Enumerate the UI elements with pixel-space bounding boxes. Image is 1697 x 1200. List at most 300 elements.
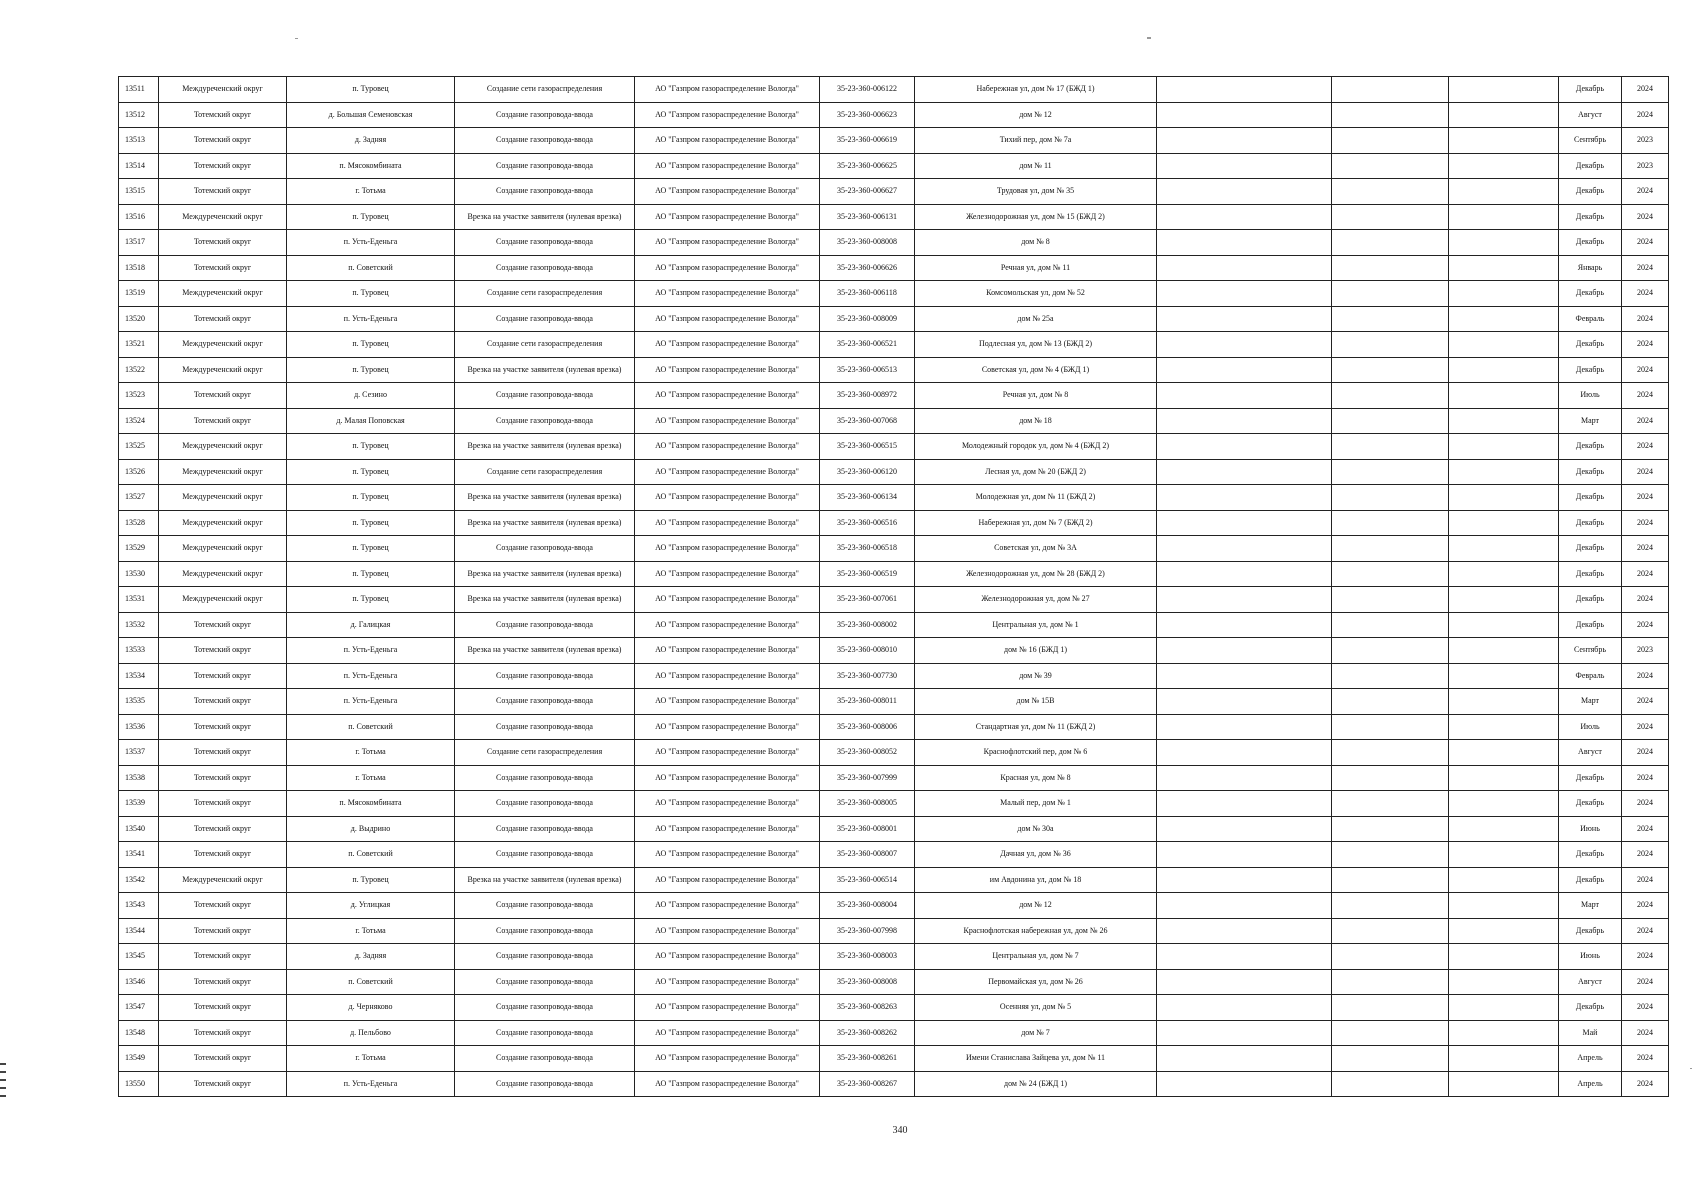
address-cell: дом № 18: [915, 408, 1157, 434]
empty-cell: [1332, 459, 1449, 485]
work-type-cell: Создание сети газораспределения: [455, 332, 635, 358]
row-number-cell: 13513: [119, 128, 159, 154]
district-cell: Тотемский округ: [159, 740, 287, 766]
empty-cell: [1332, 944, 1449, 970]
address-cell: дом № 11: [915, 153, 1157, 179]
year-cell: 2024: [1622, 561, 1669, 587]
row-number-cell: 13516: [119, 204, 159, 230]
object-code-cell: 35-23-360-008261: [820, 1046, 915, 1072]
address-cell: дом № 7: [915, 1020, 1157, 1046]
empty-cell: [1332, 765, 1449, 791]
settlement-cell: п. Туровец: [287, 77, 455, 103]
object-code-cell: 35-23-360-008007: [820, 842, 915, 868]
address-cell: дом № 25а: [915, 306, 1157, 332]
empty-cell: [1157, 1046, 1332, 1072]
work-type-cell: Создание газопровода-ввода: [455, 816, 635, 842]
settlement-cell: п. Туровец: [287, 434, 455, 460]
work-type-cell: Создание газопровода-ввода: [455, 842, 635, 868]
district-cell: Междуреченский округ: [159, 536, 287, 562]
empty-cell: [1157, 77, 1332, 103]
table-row: [119, 510, 1669, 536]
district-cell: Тотемский округ: [159, 102, 287, 128]
empty-cell: [1449, 638, 1559, 664]
empty-cell: [1332, 918, 1449, 944]
object-code-cell: 35-23-360-006623: [820, 102, 915, 128]
table-row: [119, 816, 1669, 842]
empty-cell: [1157, 408, 1332, 434]
empty-cell: [1157, 638, 1332, 664]
district-cell: Тотемский округ: [159, 842, 287, 868]
organization-cell: АО "Газпром газораспределение Вологда": [635, 969, 820, 995]
organization-cell: АО "Газпром газораспределение Вологда": [635, 536, 820, 562]
settlement-cell: п. Туровец: [287, 867, 455, 893]
row-number-cell: 13534: [119, 663, 159, 689]
organization-cell: АО "Газпром газораспределение Вологда": [635, 995, 820, 1021]
month-cell: Декабрь: [1559, 332, 1622, 358]
month-cell: Декабрь: [1559, 204, 1622, 230]
object-code-cell: 35-23-360-006521: [820, 332, 915, 358]
table-row: [119, 230, 1669, 256]
empty-cell: [1157, 969, 1332, 995]
organization-cell: АО "Газпром газораспределение Вологда": [635, 102, 820, 128]
row-number-cell: 13535: [119, 689, 159, 715]
month-cell: Декабрь: [1559, 77, 1622, 103]
district-cell: Междуреченский округ: [159, 77, 287, 103]
work-type-cell: Врезка на участке заявителя (нулевая врезка): [455, 434, 635, 460]
settlement-cell: д. Сезино: [287, 383, 455, 409]
settlement-cell: п. Туровец: [287, 459, 455, 485]
month-cell: Август: [1559, 740, 1622, 766]
table-row: [119, 561, 1669, 587]
work-type-cell: Создание газопровода-ввода: [455, 179, 635, 205]
empty-cell: [1157, 153, 1332, 179]
organization-cell: АО "Газпром газораспределение Вологда": [635, 587, 820, 613]
empty-cell: [1449, 77, 1559, 103]
empty-cell: [1157, 1071, 1332, 1097]
year-cell: 2024: [1622, 663, 1669, 689]
empty-cell: [1449, 1020, 1559, 1046]
table-row: [119, 714, 1669, 740]
empty-cell: [1449, 459, 1559, 485]
settlement-cell: п. Усть-Еденьга: [287, 230, 455, 256]
object-code-cell: 35-23-360-008009: [820, 306, 915, 332]
address-cell: Советская ул, дом № 4 (БЖД 1): [915, 357, 1157, 383]
object-code-cell: 35-23-360-007999: [820, 765, 915, 791]
organization-cell: АО "Газпром газораспределение Вологда": [635, 663, 820, 689]
address-cell: им Авдонина ул, дом № 18: [915, 867, 1157, 893]
empty-cell: [1332, 995, 1449, 1021]
year-cell: 2024: [1622, 740, 1669, 766]
month-cell: Август: [1559, 102, 1622, 128]
work-type-cell: Врезка на участке заявителя (нулевая врезка): [455, 561, 635, 587]
year-cell: 2024: [1622, 255, 1669, 281]
object-code-cell: 35-23-360-006516: [820, 510, 915, 536]
table-row: [119, 765, 1669, 791]
empty-cell: [1449, 332, 1559, 358]
month-cell: Апрель: [1559, 1046, 1622, 1072]
empty-cell: [1449, 714, 1559, 740]
year-cell: 2024: [1622, 867, 1669, 893]
district-cell: Тотемский округ: [159, 765, 287, 791]
district-cell: Тотемский округ: [159, 663, 287, 689]
month-cell: Декабрь: [1559, 510, 1622, 536]
empty-cell: [1332, 179, 1449, 205]
settlement-cell: г. Тотьма: [287, 765, 455, 791]
object-code-cell: 35-23-360-008003: [820, 944, 915, 970]
year-cell: 2024: [1622, 587, 1669, 613]
district-cell: Междуреченский округ: [159, 204, 287, 230]
work-type-cell: Создание газопровода-ввода: [455, 102, 635, 128]
object-code-cell: 35-23-360-008008: [820, 230, 915, 256]
district-cell: Междуреченский округ: [159, 867, 287, 893]
district-cell: Тотемский округ: [159, 714, 287, 740]
empty-cell: [1157, 816, 1332, 842]
table-row: [119, 383, 1669, 409]
row-number-cell: 13530: [119, 561, 159, 587]
work-type-cell: Создание газопровода-ввода: [455, 918, 635, 944]
empty-cell: [1449, 689, 1559, 715]
address-cell: Набережная ул, дом № 17 (БЖД 1): [915, 77, 1157, 103]
object-code-cell: 35-23-360-007730: [820, 663, 915, 689]
organization-cell: АО "Газпром газораспределение Вологда": [635, 459, 820, 485]
year-cell: 2024: [1622, 408, 1669, 434]
scan-edge-mark: [0, 1095, 6, 1097]
row-number-cell: 13514: [119, 153, 159, 179]
row-number-cell: 13529: [119, 536, 159, 562]
empty-cell: [1332, 153, 1449, 179]
organization-cell: АО "Газпром газораспределение Вологда": [635, 842, 820, 868]
work-type-cell: Создание газопровода-ввода: [455, 995, 635, 1021]
month-cell: Декабрь: [1559, 561, 1622, 587]
row-number-cell: 13544: [119, 918, 159, 944]
organization-cell: АО "Газпром газораспределение Вологда": [635, 816, 820, 842]
district-cell: Тотемский округ: [159, 1046, 287, 1072]
year-cell: 2024: [1622, 357, 1669, 383]
settlement-cell: п. Усть-Еденьга: [287, 663, 455, 689]
empty-cell: [1332, 485, 1449, 511]
empty-cell: [1449, 663, 1559, 689]
row-number-cell: 13541: [119, 842, 159, 868]
row-number-cell: 13520: [119, 306, 159, 332]
year-cell: 2023: [1622, 638, 1669, 664]
month-cell: Сентябрь: [1559, 638, 1622, 664]
organization-cell: АО "Газпром газораспределение Вологда": [635, 944, 820, 970]
object-code-cell: 35-23-360-007998: [820, 918, 915, 944]
empty-cell: [1332, 230, 1449, 256]
district-cell: Междуреченский округ: [159, 485, 287, 511]
address-cell: Подлесная ул, дом № 13 (БЖД 2): [915, 332, 1157, 358]
empty-cell: [1332, 1020, 1449, 1046]
settlement-cell: п. Туровец: [287, 485, 455, 511]
object-code-cell: 35-23-360-007061: [820, 587, 915, 613]
organization-cell: АО "Газпром газораспределение Вологда": [635, 128, 820, 154]
object-code-cell: 35-23-360-006134: [820, 485, 915, 511]
table-row: [119, 612, 1669, 638]
empty-cell: [1332, 714, 1449, 740]
work-type-cell: Создание газопровода-ввода: [455, 893, 635, 919]
empty-cell: [1449, 765, 1559, 791]
settlement-cell: п. Туровец: [287, 536, 455, 562]
row-number-cell: 13531: [119, 587, 159, 613]
scan-speck: [1147, 37, 1151, 39]
month-cell: Декабрь: [1559, 791, 1622, 817]
empty-cell: [1449, 357, 1559, 383]
row-number-cell: 13511: [119, 77, 159, 103]
empty-cell: [1157, 255, 1332, 281]
address-cell: Центральная ул, дом № 1: [915, 612, 1157, 638]
empty-cell: [1157, 179, 1332, 205]
table-row: [119, 740, 1669, 766]
empty-cell: [1157, 689, 1332, 715]
month-cell: Декабрь: [1559, 459, 1622, 485]
object-code-cell: 35-23-360-007068: [820, 408, 915, 434]
settlement-cell: п. Туровец: [287, 204, 455, 230]
work-type-cell: Создание газопровода-ввода: [455, 612, 635, 638]
year-cell: 2023: [1622, 153, 1669, 179]
empty-cell: [1332, 383, 1449, 409]
empty-cell: [1332, 128, 1449, 154]
object-code-cell: 35-23-360-006626: [820, 255, 915, 281]
empty-cell: [1332, 332, 1449, 358]
table-row: [119, 204, 1669, 230]
page-number: 340: [892, 1125, 908, 1136]
empty-cell: [1449, 816, 1559, 842]
empty-cell: [1157, 918, 1332, 944]
empty-cell: [1449, 918, 1559, 944]
empty-cell: [1449, 255, 1559, 281]
settlement-cell: п. Советский: [287, 969, 455, 995]
year-cell: 2024: [1622, 1071, 1669, 1097]
empty-cell: [1449, 1046, 1559, 1072]
month-cell: Март: [1559, 689, 1622, 715]
empty-cell: [1449, 434, 1559, 460]
address-cell: Молодежная ул, дом № 11 (БЖД 2): [915, 485, 1157, 511]
settlement-cell: п. Мясокомбината: [287, 791, 455, 817]
settlement-cell: д. Пельбово: [287, 1020, 455, 1046]
address-cell: дом № 12: [915, 893, 1157, 919]
table-row: [119, 281, 1669, 307]
district-cell: Междуреченский округ: [159, 357, 287, 383]
scan-edge-mark: [0, 1079, 6, 1081]
address-cell: Советская ул, дом № 3А: [915, 536, 1157, 562]
month-cell: Июль: [1559, 714, 1622, 740]
address-cell: дом № 8: [915, 230, 1157, 256]
work-type-cell: Создание газопровода-ввода: [455, 230, 635, 256]
row-number-cell: 13537: [119, 740, 159, 766]
table-row: [119, 357, 1669, 383]
object-code-cell: 35-23-360-008052: [820, 740, 915, 766]
empty-cell: [1157, 281, 1332, 307]
organization-cell: АО "Газпром газораспределение Вологда": [635, 893, 820, 919]
row-number-cell: 13522: [119, 357, 159, 383]
row-number-cell: 13525: [119, 434, 159, 460]
empty-cell: [1332, 281, 1449, 307]
organization-cell: АО "Газпром газораспределение Вологда": [635, 740, 820, 766]
address-cell: Центральная ул, дом № 7: [915, 944, 1157, 970]
empty-cell: [1449, 842, 1559, 868]
district-cell: Тотемский округ: [159, 638, 287, 664]
month-cell: Май: [1559, 1020, 1622, 1046]
work-type-cell: Создание сети газораспределения: [455, 740, 635, 766]
address-cell: Железнодорожная ул, дом № 27: [915, 587, 1157, 613]
organization-cell: АО "Газпром газораспределение Вологда": [635, 561, 820, 587]
year-cell: 2024: [1622, 969, 1669, 995]
work-type-cell: Создание газопровода-ввода: [455, 153, 635, 179]
organization-cell: АО "Газпром газораспределение Вологда": [635, 383, 820, 409]
organization-cell: АО "Газпром газораспределение Вологда": [635, 153, 820, 179]
empty-cell: [1332, 434, 1449, 460]
month-cell: Декабрь: [1559, 765, 1622, 791]
empty-cell: [1449, 791, 1559, 817]
empty-cell: [1157, 791, 1332, 817]
empty-cell: [1157, 740, 1332, 766]
empty-cell: [1332, 561, 1449, 587]
month-cell: Декабрь: [1559, 485, 1622, 511]
empty-cell: [1449, 306, 1559, 332]
district-cell: Тотемский округ: [159, 612, 287, 638]
month-cell: Февраль: [1559, 663, 1622, 689]
object-code-cell: 35-23-360-006627: [820, 179, 915, 205]
work-type-cell: Врезка на участке заявителя (нулевая врезка): [455, 638, 635, 664]
district-cell: Тотемский округ: [159, 153, 287, 179]
month-cell: Декабрь: [1559, 230, 1622, 256]
empty-cell: [1449, 612, 1559, 638]
settlement-cell: п. Мясокомбината: [287, 153, 455, 179]
year-cell: 2024: [1622, 332, 1669, 358]
empty-cell: [1157, 459, 1332, 485]
organization-cell: АО "Газпром газораспределение Вологда": [635, 255, 820, 281]
district-cell: Междуреченский округ: [159, 459, 287, 485]
table-row: [119, 1020, 1669, 1046]
month-cell: Март: [1559, 408, 1622, 434]
district-cell: Междуреченский округ: [159, 332, 287, 358]
empty-cell: [1332, 663, 1449, 689]
empty-cell: [1332, 842, 1449, 868]
work-type-cell: Врезка на участке заявителя (нулевая врезка): [455, 204, 635, 230]
month-cell: Декабрь: [1559, 612, 1622, 638]
table-row: [119, 485, 1669, 511]
object-code-cell: 35-23-360-008262: [820, 1020, 915, 1046]
address-cell: Стандартная ул, дом № 11 (БЖД 2): [915, 714, 1157, 740]
year-cell: 2024: [1622, 510, 1669, 536]
organization-cell: АО "Газпром газораспределение Вологда": [635, 179, 820, 205]
work-type-cell: Создание газопровода-ввода: [455, 128, 635, 154]
year-cell: 2024: [1622, 485, 1669, 511]
settlement-cell: д. Галицкая: [287, 612, 455, 638]
table-row: [119, 638, 1669, 664]
work-type-cell: Создание газопровода-ввода: [455, 765, 635, 791]
table-row: [119, 944, 1669, 970]
empty-cell: [1449, 893, 1559, 919]
year-cell: 2024: [1622, 77, 1669, 103]
row-number-cell: 13540: [119, 816, 159, 842]
empty-cell: [1449, 969, 1559, 995]
settlement-cell: г. Тотьма: [287, 918, 455, 944]
year-cell: 2024: [1622, 459, 1669, 485]
empty-cell: [1157, 306, 1332, 332]
district-cell: Междуреченский округ: [159, 561, 287, 587]
settlement-cell: п. Советский: [287, 255, 455, 281]
settlement-cell: д. Задняя: [287, 128, 455, 154]
address-cell: дом № 12: [915, 102, 1157, 128]
empty-cell: [1332, 791, 1449, 817]
table-row: [119, 459, 1669, 485]
table-row: [119, 842, 1669, 868]
table-row: [119, 969, 1669, 995]
settlement-cell: д. Большая Семеновская: [287, 102, 455, 128]
empty-cell: [1449, 128, 1559, 154]
empty-cell: [1332, 510, 1449, 536]
object-code-cell: 35-23-360-006519: [820, 561, 915, 587]
organization-cell: АО "Газпром газораспределение Вологда": [635, 485, 820, 511]
address-cell: Красная ул, дом № 8: [915, 765, 1157, 791]
year-cell: 2024: [1622, 944, 1669, 970]
empty-cell: [1449, 102, 1559, 128]
object-code-cell: 35-23-360-006122: [820, 77, 915, 103]
object-code-cell: 35-23-360-008010: [820, 638, 915, 664]
table-row: [119, 1046, 1669, 1072]
month-cell: Сентябрь: [1559, 128, 1622, 154]
empty-cell: [1157, 510, 1332, 536]
table-row: [119, 867, 1669, 893]
empty-cell: [1332, 306, 1449, 332]
row-number-cell: 13550: [119, 1071, 159, 1097]
address-cell: дом № 15В: [915, 689, 1157, 715]
year-cell: 2024: [1622, 230, 1669, 256]
object-code-cell: 35-23-360-008972: [820, 383, 915, 409]
year-cell: 2024: [1622, 791, 1669, 817]
year-cell: 2024: [1622, 1046, 1669, 1072]
settlement-cell: п. Туровец: [287, 561, 455, 587]
district-cell: Тотемский округ: [159, 944, 287, 970]
row-number-cell: 13528: [119, 510, 159, 536]
work-type-cell: Создание сети газораспределения: [455, 281, 635, 307]
empty-cell: [1157, 714, 1332, 740]
month-cell: Декабрь: [1559, 587, 1622, 613]
empty-cell: [1332, 893, 1449, 919]
district-cell: Тотемский округ: [159, 893, 287, 919]
row-number-cell: 13548: [119, 1020, 159, 1046]
organization-cell: АО "Газпром газораспределение Вологда": [635, 332, 820, 358]
empty-cell: [1449, 536, 1559, 562]
work-type-cell: Создание сети газораспределения: [455, 77, 635, 103]
district-cell: Тотемский округ: [159, 816, 287, 842]
empty-cell: [1449, 740, 1559, 766]
empty-cell: [1332, 408, 1449, 434]
year-cell: 2024: [1622, 1020, 1669, 1046]
empty-cell: [1157, 536, 1332, 562]
year-cell: 2024: [1622, 689, 1669, 715]
year-cell: 2024: [1622, 714, 1669, 740]
organization-cell: АО "Газпром газораспределение Вологда": [635, 510, 820, 536]
object-code-cell: 35-23-360-006515: [820, 434, 915, 460]
settlement-cell: п. Усть-Еденьга: [287, 1071, 455, 1097]
table-row: [119, 663, 1669, 689]
row-number-cell: 13538: [119, 765, 159, 791]
object-code-cell: 35-23-360-008008: [820, 969, 915, 995]
district-cell: Тотемский округ: [159, 689, 287, 715]
object-code-cell: 35-23-360-006131: [820, 204, 915, 230]
table-row: [119, 587, 1669, 613]
empty-cell: [1157, 357, 1332, 383]
address-cell: Речная ул, дом № 11: [915, 255, 1157, 281]
organization-cell: АО "Газпром газораспределение Вологда": [635, 791, 820, 817]
year-cell: 2024: [1622, 612, 1669, 638]
empty-cell: [1157, 434, 1332, 460]
row-number-cell: 13532: [119, 612, 159, 638]
settlement-cell: д. Малая Поповская: [287, 408, 455, 434]
month-cell: Январь: [1559, 255, 1622, 281]
